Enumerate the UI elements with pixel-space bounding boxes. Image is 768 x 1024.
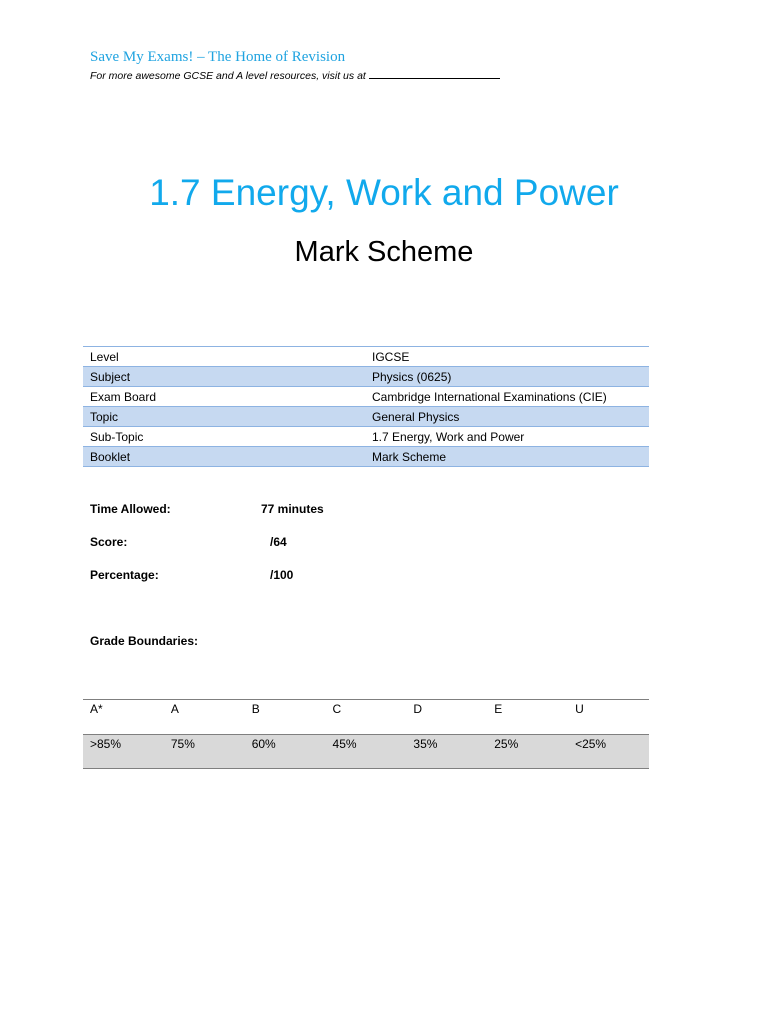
info-table [83, 346, 649, 467]
info-row-sub-topic [83, 427, 649, 447]
info-key: Topic [83, 407, 365, 427]
score-label: Score: [90, 535, 128, 549]
info-key: Booklet [83, 447, 365, 467]
percentage-row [83, 735, 649, 769]
percentage-cell: <25% [568, 735, 649, 769]
info-row-exam-board [83, 387, 649, 407]
time-allowed-label: Time Allowed: [90, 502, 171, 516]
score-value: /64 [270, 535, 287, 549]
tagline-text: For more awesome GCSE and A level resources, visit us at [90, 70, 366, 82]
info-row-level [83, 347, 649, 367]
percentage-value: /100 [270, 568, 294, 582]
percentage-cell: 60% [245, 735, 326, 769]
info-value: IGCSE [365, 347, 649, 367]
grade-row [83, 700, 649, 735]
url-blank-line [369, 68, 500, 79]
grade-cell: A* [83, 700, 164, 735]
info-key: Subject [83, 367, 365, 387]
page-header [90, 48, 500, 83]
brand-title: Save My Exams! – The Home of Revision [90, 49, 346, 65]
info-value: General Physics [365, 407, 649, 427]
percentage-label: Percentage: [90, 568, 159, 582]
info-value: Physics (0625) [365, 367, 649, 387]
page-subtitle: Mark Scheme [294, 236, 474, 268]
info-value: 1.7 Energy, Work and Power [365, 427, 649, 447]
grade-cell: C [326, 700, 407, 735]
percentage-cell: >85% [83, 735, 164, 769]
time-allowed-value: 77 minutes [261, 502, 324, 516]
info-row-subject [83, 367, 649, 387]
info-key: Level [83, 347, 365, 367]
info-key: Exam Board [83, 387, 365, 407]
grade-boundaries-table [83, 699, 649, 769]
grade-boundaries-label: Grade Boundaries: [90, 634, 199, 648]
grade-cell: D [406, 700, 487, 735]
percentage-cell: 45% [326, 735, 407, 769]
page-title: 1.7 Energy, Work and Power [149, 172, 619, 213]
grade-cell: E [487, 700, 568, 735]
percentage-cell: 25% [487, 735, 568, 769]
info-key: Sub-Topic [83, 427, 365, 447]
info-value: Cambridge International Examinations (CIE) [365, 387, 649, 407]
info-row-booklet [83, 447, 649, 467]
info-row-topic [83, 407, 649, 427]
info-value: Mark Scheme [365, 447, 649, 467]
percentage-cell: 75% [164, 735, 245, 769]
grade-cell: U [568, 700, 649, 735]
tagline [90, 68, 500, 83]
grade-cell: B [245, 700, 326, 735]
percentage-cell: 35% [406, 735, 487, 769]
grade-cell: A [164, 700, 245, 735]
